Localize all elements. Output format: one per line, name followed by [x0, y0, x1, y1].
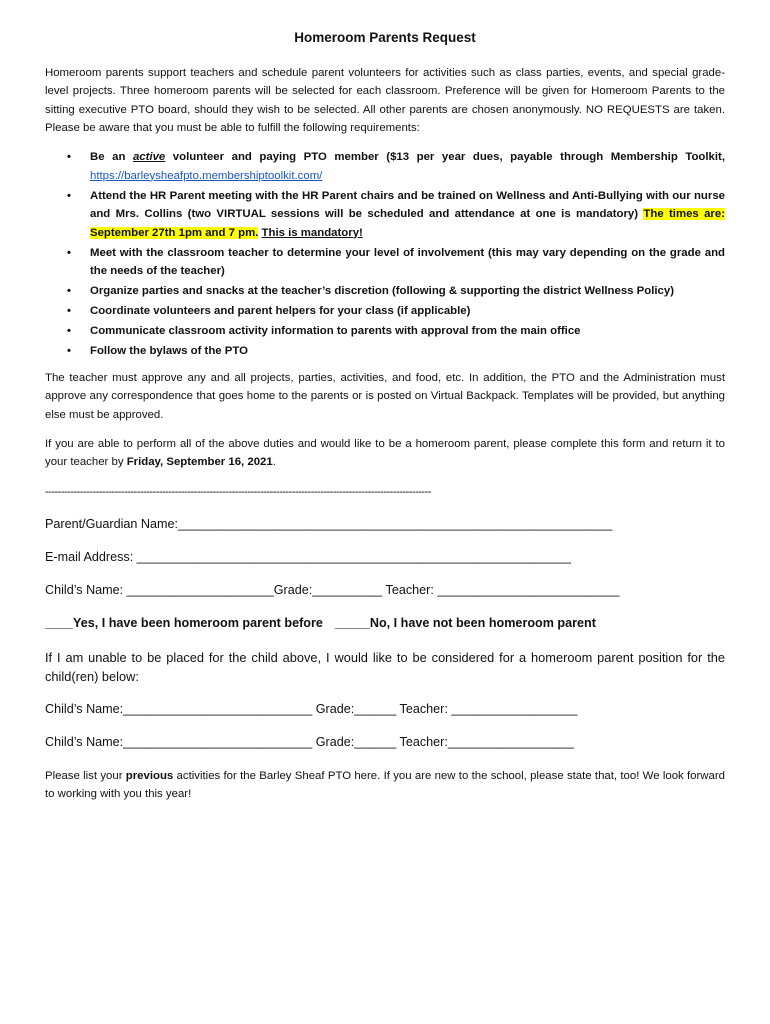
no-option[interactable]: _____No, I have not been homeroom parent [334, 616, 596, 630]
requirements-list [45, 148, 725, 362]
perform-text: If you are able to perform all of the above duties and would like to be a homeroom parent, please complete this form and return it to your teacher by [45, 438, 725, 469]
due-date: Friday, September 16, 2021 [126, 456, 273, 469]
requirement-item: • Organize parties and snacks at the teacher’s discretion (following & supporting the district Wellness Policy) [45, 282, 725, 301]
requirement-text: volunteer and paying PTO member ($13 per year dues, payable through Membership Toolkit, [165, 151, 725, 163]
mandatory-note: This is mandatory! [261, 226, 363, 239]
requirement-item [45, 148, 725, 185]
requirement-item [45, 187, 725, 243]
teacher-approval-paragraph: The teacher must approve any and all projects, parties, activities, and food, etc. In addition, the PTO and the Administration must approve any correspondence that goes home to the parents or is posted on Virtual Backpack. Templates will be provided, but anything else must be approved. [45, 372, 725, 421]
requirement-text: Be an [90, 151, 133, 163]
requirement-item: • Coordinate volunteers and parent helpers for your class (if applicable) [45, 302, 725, 321]
previous-text: Please list your [45, 770, 126, 782]
requirement-item: • Communicate classroom activity information to parents with approval from the main office [45, 322, 725, 341]
parent-name-field[interactable]: Parent/Guardian Name:______________________________________________________________ [45, 517, 613, 531]
highlighted-times: The times are: September 27th 1pm and 7 pm. [90, 208, 725, 239]
previous-text-end: activities for the Barley Sheaf PTO here. If you are new to the school, please state that, too! We look forward to working with you this year! [45, 770, 725, 801]
cut-line-divider: -------------------------------------------------------------------------------------------------------------------------- [45, 486, 431, 498]
active-emphasis: active [132, 151, 166, 163]
alternate-consideration-text: If I am unable to be placed for the child above, I would like to be considered for a homeroom parent position for the child(ren) below: [45, 650, 725, 684]
perform-text-end: . [272, 456, 276, 469]
child-info-field[interactable]: Child’s Name: _____________________Grade:__________ Teacher: __________________________ [45, 583, 620, 597]
requirement-text: Attend the HR Parent meeting with the HR Parent chairs and be trained on Wellness and Anti-Bullying with our nurse and Mrs. Collins (two VIRTUAL sessions will be scheduled and attendance at one is mandatory) [90, 189, 725, 220]
requirement-item: • Follow the bylaws of the PTO [45, 342, 725, 361]
previous-activities-paragraph [45, 767, 725, 804]
yes-option[interactable]: ____Yes, I have been homeroom parent before [45, 616, 323, 630]
membership-toolkit-link[interactable]: https://barleysheafpto.membershiptoolkit.com/ [90, 169, 323, 182]
email-field[interactable]: E-mail Address: ______________________________________________________________ [45, 550, 571, 564]
alternate-child-field[interactable]: Child’s Name:___________________________ Grade:______ Teacher:__________________ [45, 735, 574, 749]
alternate-child-field[interactable]: Child’s Name:___________________________ Grade:______ Teacher: __________________ [45, 702, 578, 716]
page-title: Homeroom Parents Request [294, 30, 476, 45]
requirement-item: • Meet with the classroom teacher to determine your level of involvement (this may vary depending on the grade and the needs of the teacher) [45, 244, 725, 281]
intro-paragraph: Homeroom parents support teachers and schedule parent volunteers for activities such as class parties, events, and special grade-level projects. Three homeroom parents will be selected for each classroom. Preference will be given for Homeroom Parents to the sitting executive PTO board, should they wish to be selected. All other parents are chosen anonymously. NO REQUESTS are taken. Please be aware that you must be able to fulfill the following requirements: [45, 67, 725, 135]
previous-emphasis: previous [125, 770, 174, 782]
perform-paragraph [45, 435, 725, 472]
homeroom-history-options [45, 616, 596, 630]
